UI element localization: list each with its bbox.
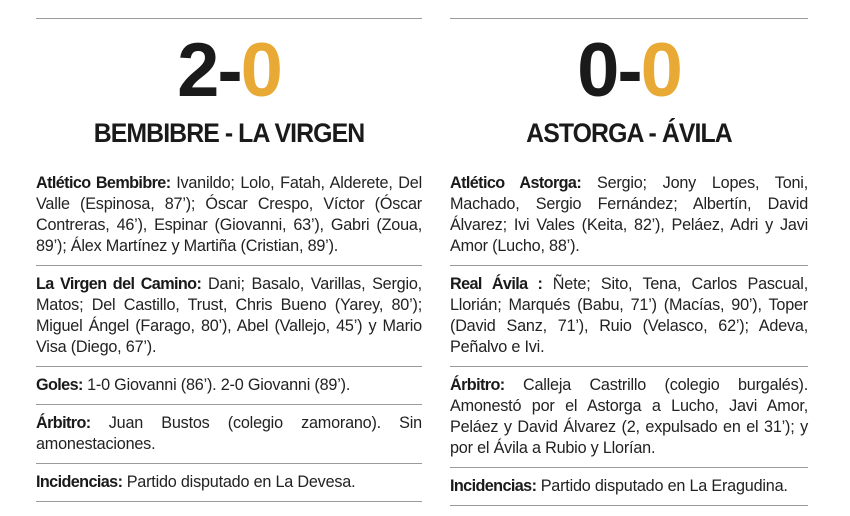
lineup-home [36,169,422,263]
divider [36,404,422,405]
section-label: Real Ávila : [450,275,543,293]
section-text: Partido disputado en La Devesa. [126,473,356,491]
section-label: Árbitro: [450,376,505,394]
section-text: Calleja Castrillo (colegio burgalés). Amonestó por el Astorga a Lucho, Javi Amor, Peláez y David Álvarez (2, expulsado en el 31’); y por el Ávila a Rubio y Llorían. [450,376,808,457]
section-text: Ñete; Sito, Tena, Carlos Pascual, Llorián; Marqués (Babu, 71’) (Macías, 90’), Toper (David Sanz, 71’), Ruio (Velasco, 62’); Adeva, Peñalvo e Ivi. [450,275,808,356]
section-text: Juan Bustos (colegio zamorano). Sin amonestaciones. [36,414,422,453]
section-text: Sergio; Jony Lopes, Toni, Machado, Sergio Fernández; Albertín, David Álvarez; Ivi Vales (Keita, 82’), Peláez, Adri y Javi Amor (Lucho, 88’). [450,174,809,255]
bottom-divider [450,505,808,506]
bottom-divider [36,501,422,502]
top-divider [36,18,422,19]
away-score: 0 [640,28,681,113]
divider [450,265,808,266]
matchup-title: BEMBIBRE - LA VIRGEN [93,118,365,148]
top-divider [450,18,808,19]
away-score: 0 [240,28,281,113]
score-separator: - [617,28,641,113]
divider [36,463,422,464]
section-text: 1-0 Giovanni (86’). 2-0 Giovanni (89’). [87,376,351,394]
section-label: La Virgen del Camino: [36,275,202,293]
section-label: Árbitro: [36,414,91,432]
match-box-astorga [450,0,808,506]
home-score: 2 [177,28,218,113]
referee [36,409,422,461]
section-label: Atlético Bembibre: [36,174,171,192]
incidents [36,468,422,499]
score-separator: - [217,28,241,113]
match-box-bembibre [36,0,422,502]
matchup-title: ASTORGA - ÁVILA [526,118,732,148]
lineup-away [450,270,808,364]
section-label: Incidencias: [36,473,123,491]
section-label: Atlético Astorga: [450,174,582,192]
score [450,29,808,113]
lineup-home [450,169,808,263]
divider [450,467,808,468]
section-text: Ivanildo; Lolo, Fatah, Alderete, Del Valle (Espinosa, 87’); Óscar Crespo, Víctor (Óscar Contreras, 46’), Espinar (Giovanni, 63’), Gabri (Zoua, 89’); Álex Martínez y Martiña (Cristian, 89’). [36,174,422,255]
section-label: Incidencias: [450,477,537,495]
section-label: Goles: [36,376,83,394]
score [36,29,422,113]
goals [36,371,422,402]
section-text: Dani; Basalo, Varillas, Sergio, Matos; Del Castillo, Trust, Chris Bueno (Yarey, 80’); Miguel Ángel (Farago, 80’), Abel (Vallejo, 45’) y Mario Visa (Diego, 67’). [36,275,422,356]
divider [450,366,808,367]
divider [36,265,422,266]
lineup-away [36,270,422,364]
incidents [450,472,808,503]
divider [36,366,422,367]
referee [450,371,808,465]
section-text: Partido disputado en La Eragudina. [540,477,788,495]
home-score: 0 [577,28,618,113]
